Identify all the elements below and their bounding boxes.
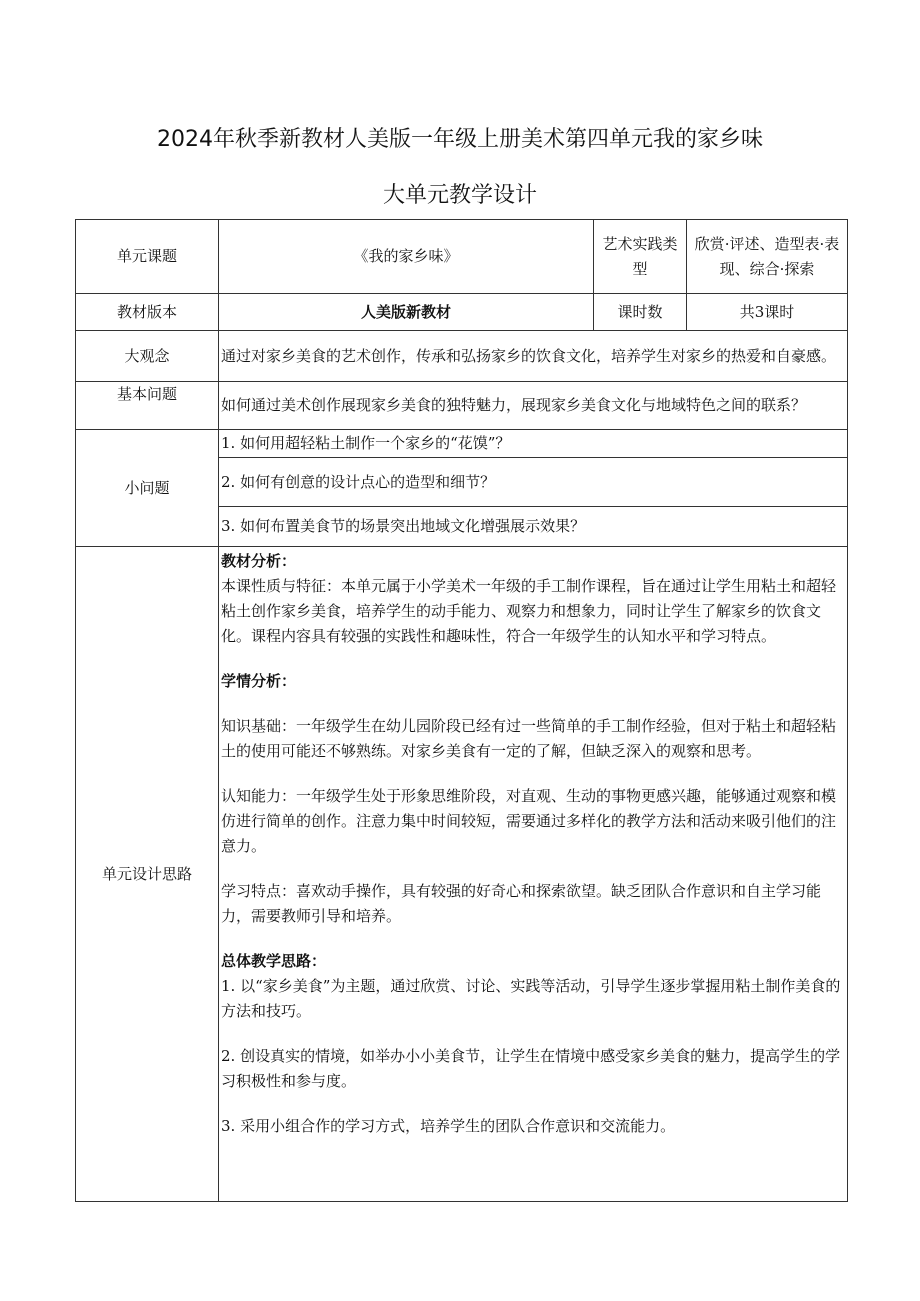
learner-analysis-heading: 学情分析： <box>221 672 297 690</box>
class-hours-value: 共3课时 <box>687 294 848 331</box>
row-small-question-1 <box>76 430 848 458</box>
design-label: 单元设计思路 <box>76 547 219 1202</box>
row-unit-topic <box>76 220 848 294</box>
practice-type-value: 欣赏·评述、造型表·表现、综合·探索 <box>687 220 848 294</box>
small-question-item: 1. 如何用超轻粘土制作一个家乡的“花馍”？ <box>219 430 848 458</box>
row-big-idea <box>76 331 848 382</box>
small-questions-label: 小问题 <box>76 430 219 547</box>
design-content <box>219 547 848 1202</box>
learner-cognition-text: 认知能力：一年级学生处于形象思维阶段，对直观、生动的事物更感兴趣，能够通过观察和模仿进行简单的创作。注意力集中时间较短，需要通过多样化的教学方法和活动来吸引他们的注意力。 <box>221 787 837 855</box>
document-title: 2024年秋季新教材人美版一年级上册美术第四单元我的家乡味 <box>157 127 763 152</box>
row-textbook <box>76 294 848 331</box>
basic-question-text: 如何通过美术创作展现家乡美食的独特魅力，展现家乡美食文化与地域特色之间的联系？ <box>219 382 848 430</box>
learner-knowledge-text: 知识基础：一年级学生在幼儿园阶段已经有过一些简单的手工制作经验，但对于粘土和超轻粘土的使用可能还不够熟练。对家乡美食有一定的了解，但缺乏深入的观察和思考。 <box>221 717 837 760</box>
practice-type-label: 艺术实践类型 <box>594 220 687 294</box>
small-question-item: 3. 如何布置美食节的场景突出地域文化增强展示效果？ <box>219 507 848 547</box>
textbook-label: 教材版本 <box>76 294 219 331</box>
row-unit-design <box>76 547 848 1202</box>
overall-approach-item: 1. 以“家乡美食”为主题，通过欣赏、讨论、实践等活动，引导学生逐步掌握用粘土制作美食的方法和技巧。 <box>221 977 841 1020</box>
learner-traits-text: 学习特点：喜欢动手操作，具有较强的好奇心和探索欲望。缺乏团队合作意识和自主学习能力，需要教师引导和培养。 <box>221 882 822 925</box>
basic-question-label: 基本问题 <box>76 382 219 430</box>
unit-topic-label: 单元课题 <box>76 220 219 294</box>
unit-topic-value: 《我的家乡味》 <box>219 220 594 294</box>
overall-approach-item: 2. 创设真实的情境，如举办小小美食节，让学生在情境中感受家乡美食的魅力，提高学生的学习积极性和参与度。 <box>221 1047 841 1090</box>
unit-design-table <box>75 219 848 1202</box>
material-analysis-heading: 教材分析： <box>221 552 297 570</box>
small-question-item: 2. 如何有创意的设计点心的造型和细节？ <box>219 458 848 507</box>
big-idea-text: 通过对家乡美食的艺术创作，传承和弘扬家乡的饮食文化，培养学生对家乡的热爱和自豪感。 <box>219 331 848 382</box>
class-hours-label: 课时数 <box>594 294 687 331</box>
textbook-value: 人美版新教材 <box>219 294 594 331</box>
overall-approach-heading: 总体教学思路： <box>221 952 327 970</box>
material-analysis-text: 本课性质与特征：本单元属于小学美术一年级的手工制作课程，旨在通过让学生用粘土和超轻粘土创作家乡美食，培养学生的动手能力、观察力和想象力，同时让学生了解家乡的饮食文化。课程内容具有较强的实践性和趣味性，符合一年级学生的认知水平和学习特点。 <box>221 577 837 645</box>
big-idea-label: 大观念 <box>76 331 219 382</box>
overall-approach-item: 3. 采用小组合作的学习方式，培养学生的团队合作意识和交流能力。 <box>221 1117 676 1135</box>
row-basic-question <box>76 382 848 430</box>
document-subtitle: 大单元教学设计 <box>382 183 537 208</box>
